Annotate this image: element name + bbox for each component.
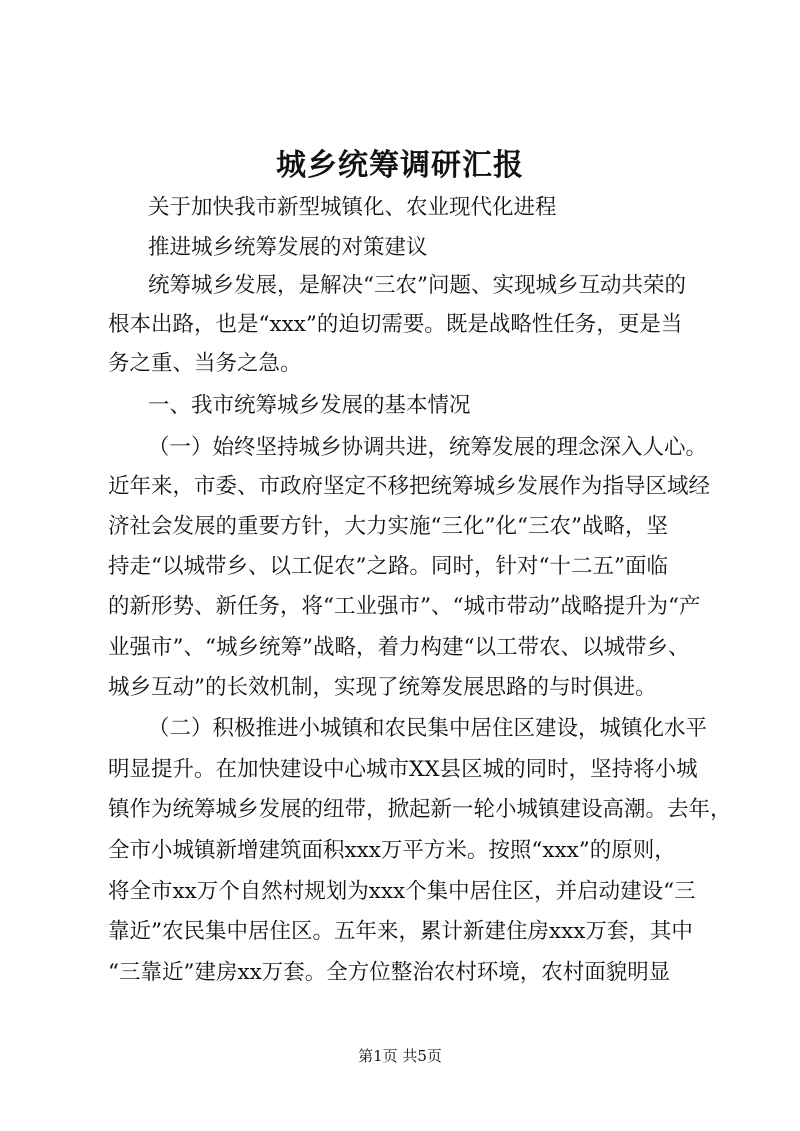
paragraph-line: 镇作为统筹城乡发展的纽带，掀起新一轮小城镇建设高潮。去年， (108, 797, 732, 822)
paragraph-line: 持走“以城带乡、以工促农”之路。同时，针对“十二五”面临 (108, 554, 668, 579)
paragraph-line: 明显提升。在加快建设中心城市XX县区城的同时，坚持将小城 (108, 757, 698, 782)
paragraph-line: 的新形势、新任务，将“工业强市”、“城市带动”战略提升为“产 (108, 594, 701, 619)
paragraph-line: “三靠近”建房xx万套。全方位整治农村环境，农村面貌明显 (108, 960, 671, 985)
paragraph-line: 全市小城镇新增建筑面积xxx万平方米。按照“xxx”的原则， (108, 838, 676, 863)
paragraph-line: 将全市xx万个自然村规划为xxx个集中居住区，并启动建设“三 (108, 879, 696, 904)
paragraph-line: 济社会发展的重要方针，大力实施“三化”化“三农”战略，坚 (108, 514, 668, 539)
paragraph-line: 务之重、当务之急。 (108, 351, 302, 376)
paragraph-line: 统筹城乡发展，是解决“三农”问题、实现城乡互动共荣的 (148, 273, 686, 298)
paragraph-line: 业强市”、“城乡统筹”战略，着力构建“以工带农、以城带乡、 (108, 635, 690, 660)
paragraph-line: 靠近”农民集中居住区。五年来，累计新建住房xxx万套，其中 (108, 919, 693, 944)
subtitle-line-1: 关于加快我市新型城镇化、农业现代化进程 (148, 195, 557, 220)
paragraph-line: 城乡互动”的长效机制，实现了统筹发展思路的与时俱进。 (108, 675, 657, 700)
paragraph-line: （一）始终坚持城乡协调共进，统筹发展的理念深入人心。 (148, 435, 708, 460)
page-number-footer: 第1页 共5页 (358, 1047, 442, 1065)
paragraph-line: （二）积极推进小城镇和农民集中居住区建设，城镇化水平 (148, 716, 708, 741)
paragraph-line: 近年来，市委、市政府坚定不移把统筹城乡发展作为指导区域经 (108, 474, 711, 499)
document-title: 城乡统筹调研汇报 (276, 148, 524, 183)
section-heading: 一、我市统筹城乡发展的基本情况 (148, 393, 471, 418)
subtitle-line-2: 推进城乡统筹发展的对策建议 (148, 235, 428, 260)
paragraph-line: 根本出路，也是“xxx”的迫切需要。既是战略性任务，更是当 (108, 312, 683, 337)
